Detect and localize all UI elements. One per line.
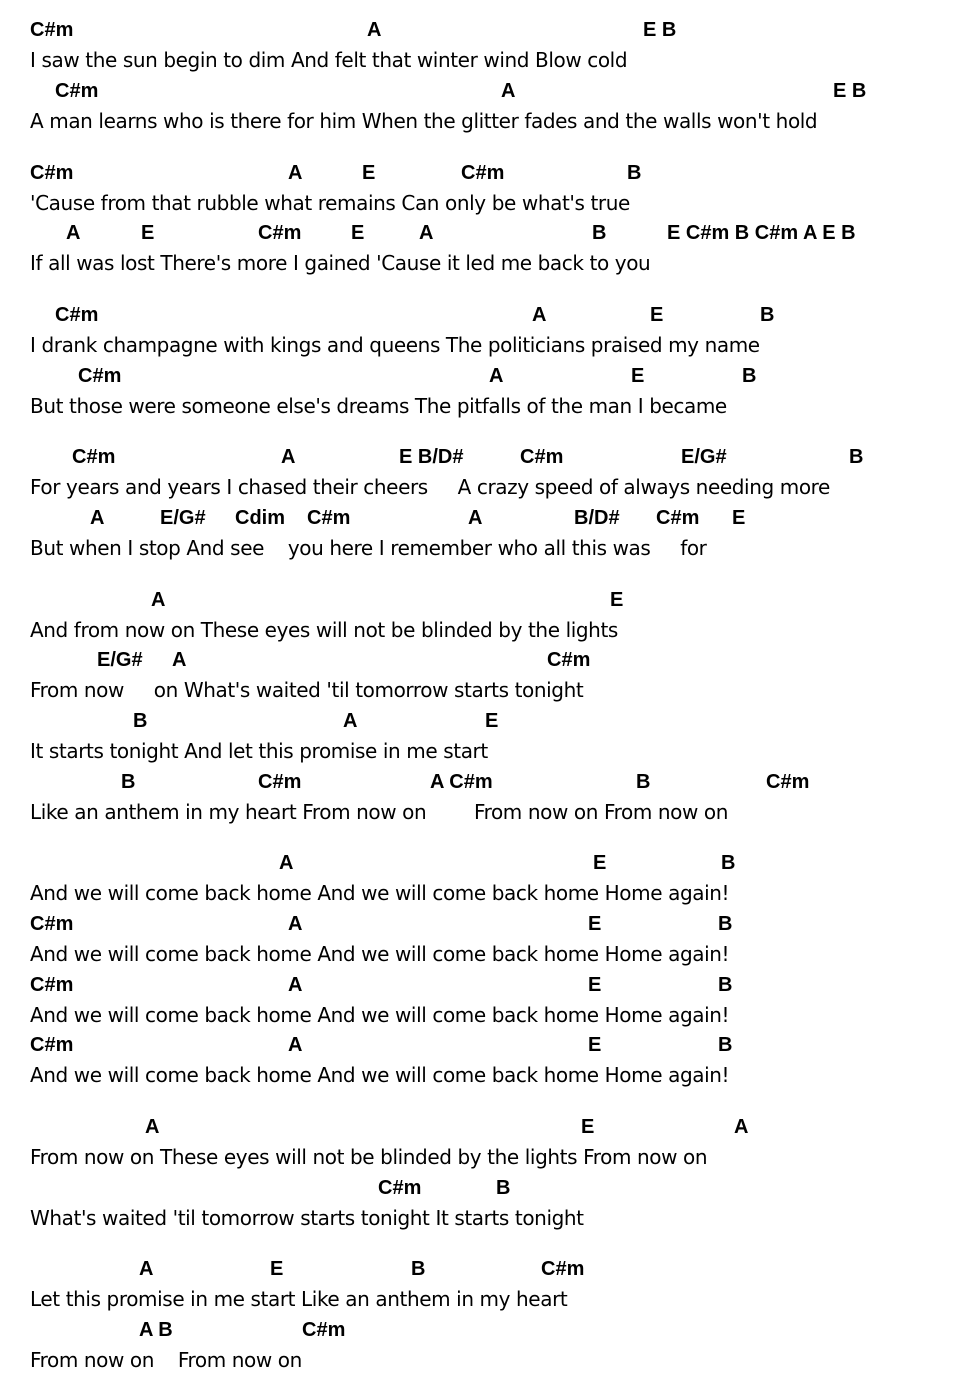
chord-label: C#m	[30, 913, 74, 935]
chord-label: E	[270, 1258, 284, 1280]
chord-label: C#m	[258, 222, 302, 244]
chord-label: A	[145, 1116, 160, 1138]
chord-label: C#m	[258, 771, 302, 793]
chord-label: E/G#	[681, 446, 727, 468]
chord-label: E	[485, 710, 499, 732]
chord-label: E C#m B C#m A E B	[667, 222, 856, 244]
chord-label: A	[468, 507, 483, 529]
lyric-line: But when I stop And see you here I remember who all this was for	[30, 536, 707, 560]
chord-label: C#m	[55, 80, 99, 102]
chord-label: C#m	[30, 1034, 74, 1056]
chord-label: E	[610, 589, 624, 611]
chord-label: C#m	[30, 19, 74, 41]
lyric-line: A man learns who is there for him When the glitter fades and the walls won't hold	[30, 109, 818, 133]
chord-label: A	[367, 19, 382, 41]
chord-label: A	[288, 162, 303, 184]
chord-label: A	[139, 1258, 154, 1280]
chord-label: E	[650, 304, 664, 326]
chord-label: A C#m	[430, 771, 493, 793]
chord-label: E	[631, 365, 645, 387]
chord-label: B	[496, 1177, 511, 1199]
lyric-line: Let this promise in me start Like an anthem in my heart	[30, 1287, 568, 1311]
chord-label: A	[172, 649, 187, 671]
chord-label: B	[411, 1258, 426, 1280]
chord-label: B	[592, 222, 607, 244]
lyric-line: And we will come back home And we will come back home Home again!	[30, 942, 730, 966]
chord-label: E	[362, 162, 376, 184]
lyric-line: And we will come back home And we will come back home Home again!	[30, 1003, 730, 1027]
chord-label: C#m	[547, 649, 591, 671]
chord-label: E	[588, 1034, 602, 1056]
chord-label: B	[721, 852, 736, 874]
chord-label: C#m	[520, 446, 564, 468]
chord-label: A B	[139, 1319, 173, 1341]
chord-label: C#m	[766, 771, 810, 793]
chord-label: B	[636, 771, 651, 793]
chord-label: C#m	[541, 1258, 585, 1280]
chord-label: A	[288, 974, 303, 996]
chord-label: E	[588, 913, 602, 935]
lyric-line: It starts tonight And let this promise in me start	[30, 739, 488, 763]
chord-label: A	[281, 446, 296, 468]
chord-label: B	[718, 974, 733, 996]
chord-label: C#m	[72, 446, 116, 468]
chord-label: B	[849, 446, 864, 468]
chord-label: A	[151, 589, 166, 611]
chord-label: B	[718, 913, 733, 935]
chord-label: A	[288, 1034, 303, 1056]
lyric-line: But those were someone else's dreams The pitfalls of the man I became	[30, 394, 727, 418]
chord-label: B	[718, 1034, 733, 1056]
chord-label: C#m	[30, 974, 74, 996]
chord-label: C#m	[30, 162, 74, 184]
chord-label: B	[760, 304, 775, 326]
lyric-line: From now on What's waited 'til tomorrow starts tonight	[30, 678, 584, 702]
chord-label: E B	[833, 80, 867, 102]
chord-label: E	[588, 974, 602, 996]
chord-label: Cdim	[235, 507, 285, 529]
chord-label: E B/D#	[399, 446, 464, 468]
lyric-line: I drank champagne with kings and queens The politicians praised my name	[30, 333, 760, 357]
chord-label: A	[501, 80, 516, 102]
chord-label: E	[732, 507, 746, 529]
chord-label: B	[121, 771, 136, 793]
chord-label: B/D#	[574, 507, 620, 529]
lyric-line: Like an anthem in my heart From now on From now on From now on	[30, 800, 728, 824]
chord-label: A	[419, 222, 434, 244]
lyric-line: For years and years I chased their cheers A crazy speed of always needing more	[30, 475, 830, 499]
chord-label: E	[581, 1116, 595, 1138]
chord-label: C#m	[307, 507, 351, 529]
lyric-line: And we will come back home And we will come back home Home again!	[30, 881, 730, 905]
chord-label: B	[133, 710, 148, 732]
chord-label: C#m	[378, 1177, 422, 1199]
chord-label: E/G#	[97, 649, 143, 671]
chord-label: A	[734, 1116, 749, 1138]
lyric-line: I saw the sun begin to dim And felt that winter wind Blow cold	[30, 48, 628, 72]
lyric-line: 'Cause from that rubble what remains Can only be what's true	[30, 191, 630, 215]
chord-label: C#m	[461, 162, 505, 184]
chord-label: E	[351, 222, 365, 244]
chord-label: E	[593, 852, 607, 874]
lyric-line: From now on These eyes will not be blinded by the lights From now on	[30, 1145, 708, 1169]
chord-label: C#m	[78, 365, 122, 387]
chord-label: A	[489, 365, 504, 387]
chord-label: C#m	[302, 1319, 346, 1341]
chord-label: A	[279, 852, 294, 874]
lyric-line: From now on From now on	[30, 1348, 302, 1372]
lyric-line: And we will come back home And we will come back home Home again!	[30, 1063, 730, 1087]
chord-label: B	[742, 365, 757, 387]
chord-label: E/G#	[160, 507, 206, 529]
chord-label: A	[288, 913, 303, 935]
chord-label: C#m	[55, 304, 99, 326]
chord-label: E	[141, 222, 155, 244]
lyric-line: What's waited 'til tomorrow starts tonight It starts tonight	[30, 1206, 584, 1230]
chord-label: A	[66, 222, 81, 244]
chord-label: A	[343, 710, 358, 732]
lyric-line: And from now on These eyes will not be blinded by the lights	[30, 618, 618, 642]
chord-label: B	[627, 162, 642, 184]
lyric-line: If all was lost There's more I gained 'Cause it led me back to you	[30, 251, 651, 275]
chord-label: E B	[643, 19, 677, 41]
chord-label: C#m	[656, 507, 700, 529]
chord-label: A	[90, 507, 105, 529]
chord-label: A	[532, 304, 547, 326]
